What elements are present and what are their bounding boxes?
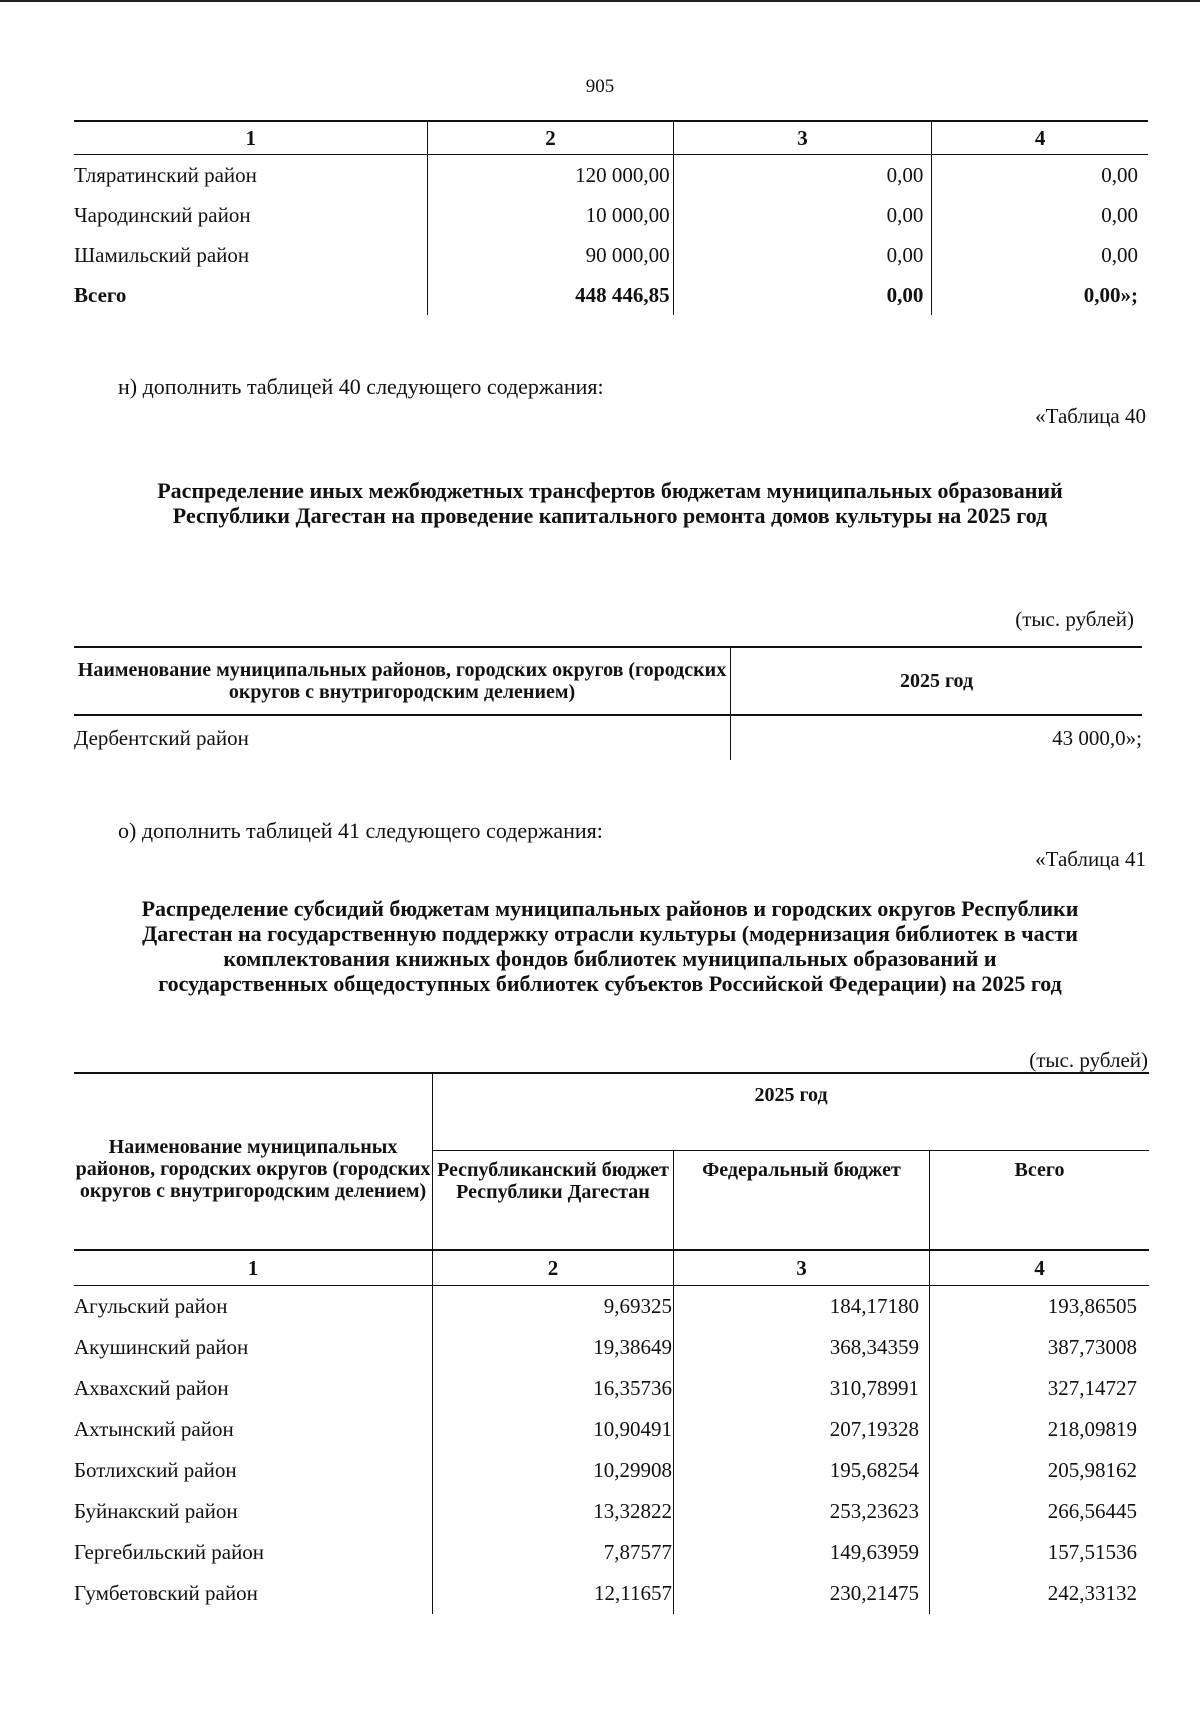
cell-col4: 0,00 [932, 155, 1148, 196]
col-header-4: 4 [932, 121, 1148, 155]
col-header-year: 2025 год [731, 647, 1143, 715]
total-value: 205,98162 [930, 1450, 1150, 1491]
paragraph-o: о) дополнить таблицей 41 следующего содержания: [118, 818, 603, 843]
col-header-year: 2025 год [433, 1073, 1150, 1151]
cell-col2: 120 000,00 [428, 155, 673, 196]
district-name: Тляратинский район [74, 162, 257, 187]
table-41-title: Распределение субсидий бюджетам муниципальных районов и городских округов Республики Дагестан на государственную поддержку отрасли культуры (модернизация библиотек в части комплектования книжных фондов библиотек муниципальных образований и государственных общедоступных библиотек субъектов Российской Федерации) на 2025 год [141, 896, 1079, 996]
page-number: 905 [585, 76, 615, 97]
republic-budget-value: 16,35736 [433, 1368, 674, 1409]
table-header-row [74, 121, 1148, 155]
col-header-2: 2 [428, 121, 673, 155]
total-value: 242,33132 [930, 1573, 1150, 1614]
col-header-name: Наименование муниципальных районов, городских округов (городских округов с внутригородским делением) [74, 647, 731, 715]
district-name: Дербентский район [74, 715, 731, 760]
cell-value: 43 000,0»; [1052, 725, 1142, 750]
district-name: Шамильский район [74, 242, 250, 267]
table-row [74, 1409, 1149, 1450]
total-value: 218,09819 [930, 1409, 1150, 1450]
republic-budget-value: 19,38649 [433, 1327, 674, 1368]
table-41-label: «Таблица 41 [1035, 847, 1146, 871]
district-name: Агульский район [74, 1294, 228, 1318]
cell-col3: 0,00 [673, 195, 932, 235]
district-name: Акушинский район [74, 1335, 249, 1359]
table-row [74, 1573, 1149, 1614]
total-value: 157,51536 [930, 1532, 1150, 1573]
federal-budget-value: 310,78991 [674, 1368, 930, 1409]
col-header-federal-budget: Федеральный бюджет [674, 1151, 930, 1251]
page-top-border [0, 0, 1200, 2]
table-row [74, 1368, 1149, 1409]
cell-col4: 0,00 [932, 195, 1148, 235]
col-header-republic-budget: Республиканский бюджет Республики Дагестан [433, 1151, 674, 1251]
table-41 [74, 1072, 1149, 1614]
federal-budget-value: 149,63959 [674, 1532, 930, 1573]
cell-col3: 0,00 [673, 235, 932, 275]
federal-budget-value: 207,19328 [674, 1409, 930, 1450]
district-name: Ахтынский район [74, 1417, 234, 1441]
cell-col2: 10 000,00 [428, 195, 673, 235]
district-name: Ахвахский район [74, 1376, 229, 1400]
total-value: 193,86505 [930, 1286, 1150, 1328]
federal-budget-value: 195,68254 [674, 1450, 930, 1491]
col-number-1: 1 [74, 1250, 433, 1286]
total-value: 387,73008 [930, 1327, 1150, 1368]
table-40-label: «Таблица 40 [1035, 404, 1146, 428]
cell-col4: 0,00 [932, 235, 1148, 275]
continuation-table [74, 120, 1148, 315]
table-row [74, 155, 1148, 196]
col-header-total: Всего [1014, 1159, 1065, 1181]
total-label: Всего [74, 282, 127, 307]
table-row [74, 1286, 1149, 1328]
table-header-row [74, 647, 1142, 715]
col-number-3: 3 [674, 1250, 930, 1286]
total-col3: 0,00 [673, 275, 932, 315]
total-value: 266,56445 [930, 1491, 1150, 1532]
republic-budget-value: 10,90491 [433, 1409, 674, 1450]
total-col4: 0,00»; [932, 275, 1148, 315]
table-row [74, 1532, 1149, 1573]
republic-budget-value: 9,69325 [433, 1286, 674, 1328]
column-numbers-row [74, 1250, 1149, 1286]
republic-budget-value: 13,32822 [433, 1491, 674, 1532]
table-row [74, 1491, 1149, 1532]
district-name: Буйнакский район [74, 1499, 238, 1523]
federal-budget-value: 230,21475 [674, 1573, 930, 1614]
table-40-units: (тыс. рублей) [1015, 607, 1134, 631]
cell-col2: 90 000,00 [428, 235, 673, 275]
col-header-name: Наименование муниципальных районов, городских округов (городских округов с внутригородским делением) [74, 1073, 433, 1250]
table-41-units: (тыс. рублей) [1029, 1048, 1148, 1072]
federal-budget-value: 368,34359 [674, 1327, 930, 1368]
col-header-1: 1 [74, 121, 428, 155]
district-name: Ботлихский район [74, 1458, 237, 1482]
table-header-row [74, 1073, 1149, 1151]
table-40 [74, 646, 1142, 760]
cell-col3: 0,00 [673, 155, 932, 196]
federal-budget-value: 253,23623 [674, 1491, 930, 1532]
col-header-3: 3 [673, 121, 932, 155]
total-col2: 448 446,85 [428, 275, 673, 315]
table-40-title: Распределение иных межбюджетных трансфертов бюджетам муниципальных образований Республики Дагестан на проведение капитального ремонта домов культуры на 2025 год [157, 478, 1063, 528]
table-row [74, 1327, 1149, 1368]
republic-budget-value: 7,87577 [433, 1532, 674, 1573]
total-row [74, 275, 1148, 315]
republic-budget-value: 12,11657 [433, 1573, 674, 1614]
col-number-2: 2 [433, 1250, 674, 1286]
table-row [74, 195, 1148, 235]
republic-budget-value: 10,29908 [433, 1450, 674, 1491]
table-row [74, 235, 1148, 275]
district-name: Гумбетовский район [74, 1581, 258, 1605]
col-number-4: 4 [930, 1250, 1150, 1286]
district-name: Чародинский район [74, 202, 251, 227]
table-row [74, 715, 1142, 760]
district-name: Гергебильский район [74, 1540, 265, 1564]
table-row [74, 1450, 1149, 1491]
federal-budget-value: 184,17180 [674, 1286, 930, 1328]
paragraph-n: н) дополнить таблицей 40 следующего содержания: [118, 374, 604, 399]
total-value: 327,14727 [930, 1368, 1150, 1409]
